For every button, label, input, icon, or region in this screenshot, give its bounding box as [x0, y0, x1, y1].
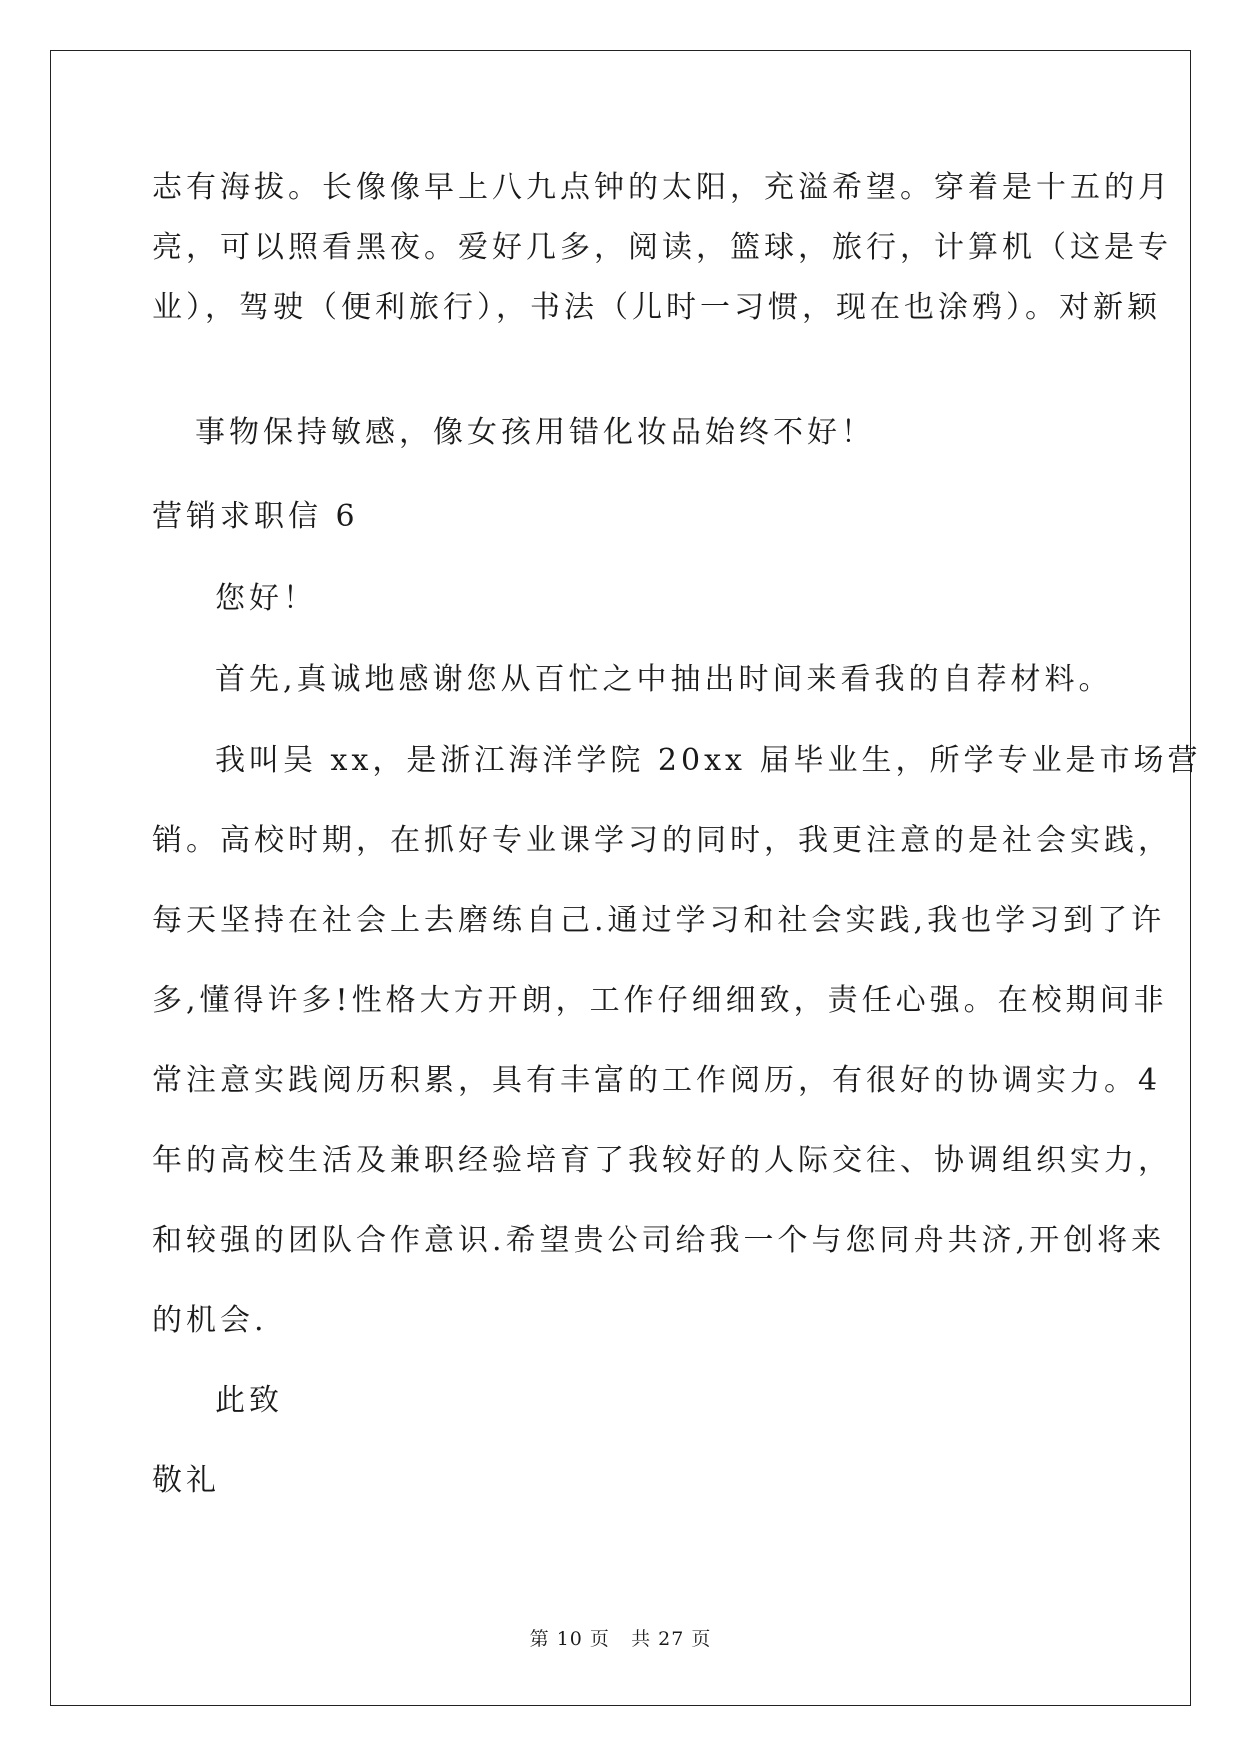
page-number: 第 10 页: [529, 1628, 610, 1650]
paragraph-line: 每天坚持在社会上去磨练自己.通过学习和社会实践,我也学习到了许: [152, 903, 1166, 938]
page-footer: [0, 1627, 1241, 1651]
paragraph-line: 多,懂得许多!性格大方开朗，工作仔细细致，责任心强。在校期间非: [152, 983, 1168, 1018]
paragraph-line: 的机会.: [152, 1303, 268, 1338]
salutation: 您好！: [215, 581, 317, 616]
paragraph-line: 事物保持敏感，像女孩用错化妆品始终不好！: [195, 415, 875, 450]
closing-phrase: 此致: [215, 1383, 283, 1418]
paragraph-line: 和较强的团队合作意识.希望贵公司给我一个与您同舟共济,开创将来: [152, 1223, 1166, 1258]
paragraph-line: 业），驾驶（便利旅行），书法（儿时一习惯，现在也涂鸦）。对新颖: [152, 290, 1161, 325]
paragraph-line: 年的高校生活及兼职经验培育了我较好的人际交往、协调组织实力，: [152, 1143, 1172, 1178]
page-total: 共 27 页: [631, 1628, 712, 1650]
paragraph-line: 首先,真诚地感谢您从百忙之中抽出时间来看我的自荐材料。: [215, 662, 1113, 697]
paragraph-line: 亮，可以照看黑夜。爱好几多，阅读，篮球，旅行，计算机（这是专: [152, 230, 1172, 265]
paragraph-line: 我叫吴 xx，是浙江海洋学院 20xx 届毕业生，所学专业是市场营: [215, 743, 1202, 778]
closing-salute: 敬礼: [152, 1463, 220, 1498]
paragraph-line: 销。高校时期，在抓好专业课学习的同时，我更注意的是社会实践，: [152, 823, 1172, 858]
paragraph-line: 常注意实践阅历积累，具有丰富的工作阅历，有很好的协调实力。4: [152, 1063, 1162, 1098]
section-heading: 营销求职信 6: [152, 499, 359, 534]
paragraph-line: 志有海拔。长像像早上八九点钟的太阳，充溢希望。穿着是十五的月: [152, 170, 1172, 205]
